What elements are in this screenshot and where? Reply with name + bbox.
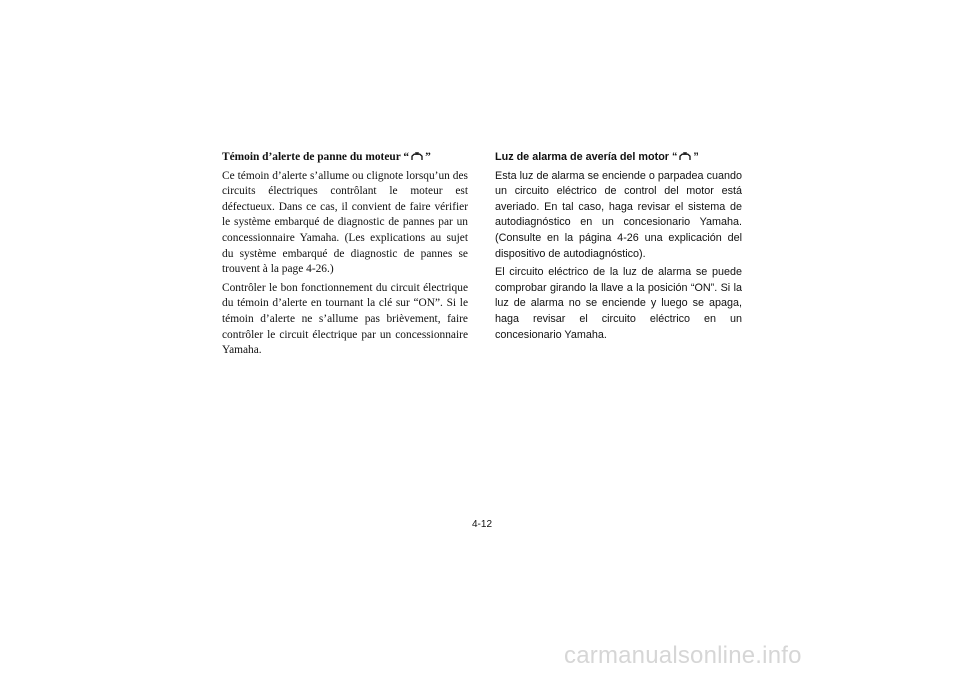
spanish-paragraph-2: El circuito eléctrico de la luz de alarma se puede comprobar girando la llave a la posición “ON”. Si la luz de alarma no se enciende y luego se apaga, haga revisar el circuito eléctrico en un concesionario Yamaha. xyxy=(495,266,742,341)
french-paragraph-2: Contrôler le bon fonctionnement du circuit électrique du témoin d’alerte en tournant la clé sur “ON”. Si le témoin d’alerte ne s’allume pas brièvement, faire contrôler le circuit électrique par un concessionnaire Yamaha. xyxy=(222,281,468,357)
french-paragraph-1: Ce témoin d’alerte s’allume ou clignote lorsqu’un des circuits électriques contrôlant le moteur est défectueux. Dans ce cas, il convient de faire vérifier le système embarqué de diagnostic de pannes par un concessionnaire Yamaha. (Les explications au sujet du système embarqué de diagnostic de pannes se trouvent à la page 4-26.) xyxy=(222,169,468,276)
engine-warning-icon xyxy=(678,152,692,161)
french-heading-text: Témoin d’alerte de panne du moteur “ xyxy=(222,151,410,163)
french-column xyxy=(222,150,468,362)
spanish-paragraph-1: Esta luz de alarma se enciende o parpadea cuando un circuito eléctrico de control del motor está averiado. En tal caso, haga revisar el sistema de autodiagnóstico en un concesionario Yamaha. (Consulte en la página 4-26 una explicación del dispositivo de autodiagnóstico). xyxy=(495,169,742,260)
french-heading-close-quote: ” xyxy=(425,151,431,163)
spanish-heading xyxy=(495,150,742,166)
french-heading xyxy=(222,150,468,166)
page-number: 4-12 xyxy=(472,519,493,530)
engine-warning-icon xyxy=(410,152,424,161)
spanish-heading-close-quote: ” xyxy=(693,151,699,163)
spanish-column xyxy=(495,150,742,346)
watermark: carmanualsonline.info xyxy=(564,642,802,669)
spanish-heading-text: Luz de alarma de avería del motor “ xyxy=(495,151,678,163)
